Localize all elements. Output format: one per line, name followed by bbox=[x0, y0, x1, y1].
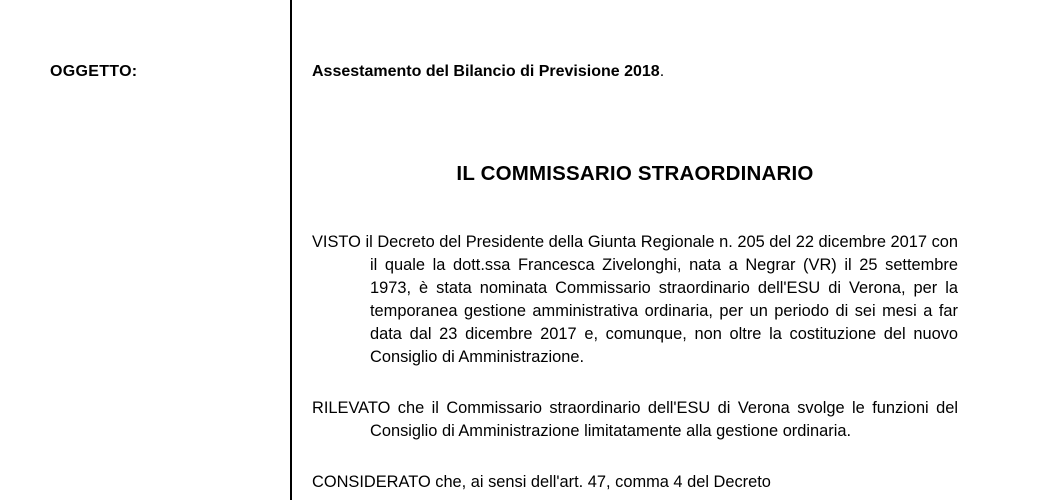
paragraph-rilevato: RILEVATO che il Commissario straordinario dell'ESU di Verona svolge le funzioni del Consiglio di Amministrazione limitatamente alla gestione ordinaria. bbox=[312, 399, 958, 440]
subject-line bbox=[312, 63, 664, 81]
paragraph-considerato: CONSIDERATO che, ai sensi dell'art. 47, comma 4 del Decreto bbox=[312, 473, 771, 491]
column-divider bbox=[290, 0, 292, 500]
document-heading: IL COMMISSARIO STRAORDINARIO bbox=[456, 162, 814, 185]
subject-period: . bbox=[659, 63, 665, 80]
subject-text: Assestamento del Bilancio di Previsione 2018 bbox=[312, 63, 660, 80]
subject-label: OGGETTO: bbox=[50, 63, 138, 80]
paragraph-visto: VISTO il Decreto del Presidente della Giunta Regionale n. 205 del 22 dicembre 2017 con il quale la dott.ssa Francesca Zivelonghi, nata a Negrar (VR) il 25 settembre 1973, è stata nominata Commissario straordinario dell'ESU di Verona, per la temporanea gestione amministrativa ordinaria, per un periodo di sei mesi a far data dal 23 dicembre 2017 e, comunque, non oltre la costituzione del nuovo Consiglio di Amministrazione. bbox=[312, 233, 958, 366]
